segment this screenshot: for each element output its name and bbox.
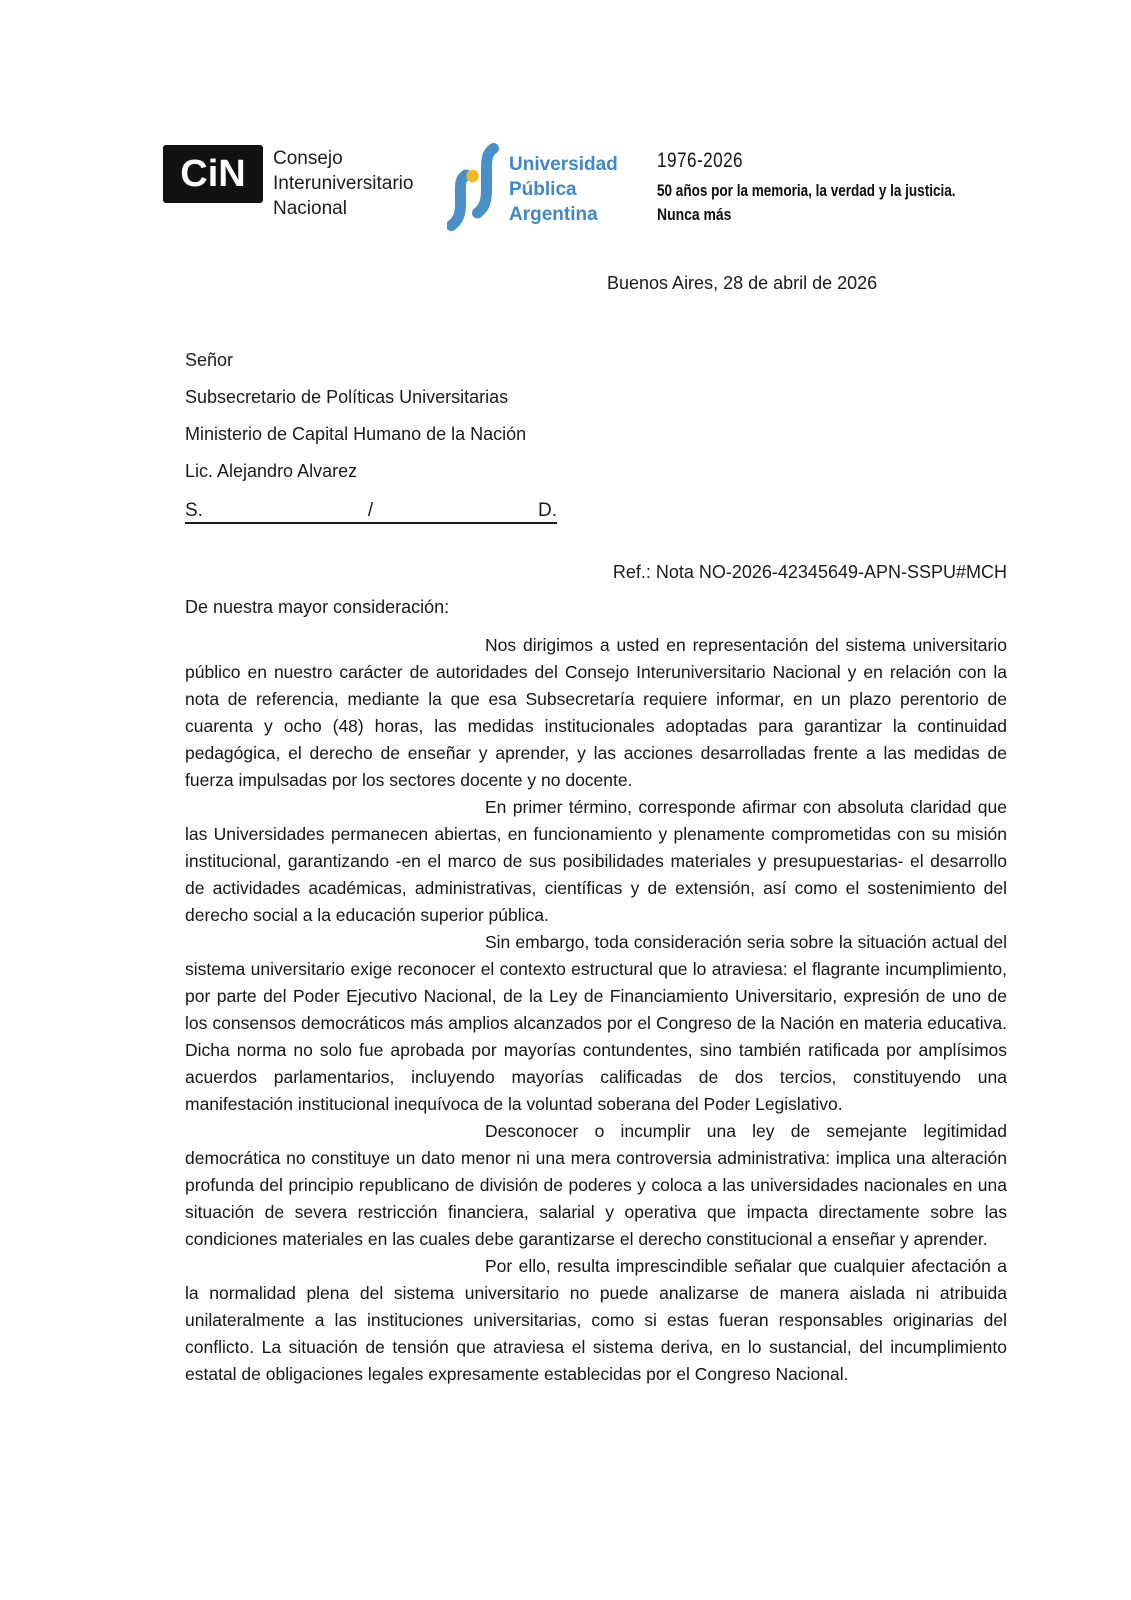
- reference-line: Ref.: Nota NO-2026-42345649-APN-SSPU#MCH: [612, 562, 1007, 582]
- addressee-salutation: Señor: [185, 350, 234, 370]
- cin-label-line: Nacional: [273, 198, 347, 219]
- cin-acronym: CiN: [180, 152, 246, 195]
- upa-label-line: Pública: [509, 179, 577, 200]
- letterhead: [0, 143, 1131, 253]
- memoria-slogan: 50 años por la memoria, la verdad y la justicia.: [657, 182, 956, 200]
- letter-body: [185, 632, 1007, 1388]
- paragraph-1: Nos dirigimos a usted en representación del sistema universitario público en nuestro carácter de autoridades del Consejo Interuniversitario Nacional y en relación con la nota de referencia, mediante la que esa Subsecretaría requiere informar, en un plazo perentorio de cuarenta y ocho (48) horas, las medidas institucionales adoptadas para garantizar la continuidad pedagógica, el derecho de enseñar y aprender, y las acciones desarrolladas frente a las medidas de fuerza impulsadas por los sectores docente y no docente.: [185, 635, 1007, 790]
- upa-logo: [447, 143, 618, 231]
- memoria-block: [657, 149, 1021, 225]
- paragraph-4: Desconocer o incumplir una ley de semejante legitimidad democrática no constituye un dato menor ni una mera controversia administrativa: implica una alteración profunda del principio republicano de división de poderes y coloca a las universidades nacionales en una situación de severa restricción financiera, salarial y operativa que impacta directamente sobre las condiciones materiales en las cuales debe garantizarse el derecho constitucional a enseñar y aprender.: [185, 1121, 1007, 1249]
- addressee-ministry: Ministerio de Capital Humano de la Nación: [185, 424, 527, 444]
- sd-line: [185, 499, 557, 524]
- cin-logo: [163, 145, 413, 221]
- cin-label-line: Consejo: [273, 148, 343, 169]
- addressee-block: [185, 342, 557, 524]
- addressee-name: Lic. Alejandro Alvarez: [185, 461, 358, 481]
- cin-logo-icon: [163, 145, 263, 203]
- memoria-years: 1976-2026: [657, 149, 744, 172]
- paragraph-2: En primer término, corresponde afirmar con absoluta claridad que las Universidades permanecen abiertas, en funcionamiento y plenamente comprometidas con su misión institucional, garantizando -en el marco de sus posibilidades materiales y presupuestarias- el desarrollo de actividades académicas, administrativas, científicas y de extensión, así como el sostenimiento del derecho social a la educación superior pública.: [185, 797, 1007, 925]
- date-line: Buenos Aires, 28 de abril de 2026: [607, 273, 878, 293]
- paragraph-5: Por ello, resulta imprescindible señalar que cualquier afectación a la normalidad plena del sistema universitario no puede analizarse de manera aislada ni atribuida unilateralmente a las instituciones universitarias, como si estas fueran responsables originarias del conflicto. La situación de tensión que atraviesa el sistema deriva, en lo sustancial, del incumplimiento estatal de obligaciones legales expresamente establecidas por el Congreso Nacional.: [185, 1256, 1007, 1384]
- upa-label-line: Universidad: [509, 154, 618, 175]
- upa-label-line: Argentina: [509, 204, 598, 225]
- salutation: De nuestra mayor consideración:: [185, 597, 450, 617]
- memoria-nunca-mas: Nunca más: [657, 205, 732, 224]
- paragraph-3: Sin embargo, toda consideración seria sobre la situación actual del sistema universitario exige reconocer el contexto estructural que lo atraviesa: el flagrante incumplimiento, por parte del Poder Ejecutivo Nacional, de la Ley de Financiamiento Universitario, expresión de uno de los consensos democráticos más amplios alcanzados por el Congreso de la Nación en materia educativa. Dicha norma no solo fue aprobada por mayorías contundentes, sino también ratificada por amplísimos acuerdos parlamentarios, incluyendo mayorías calificadas de dos tercios, constituyendo una manifestación institucional inequívoca de la voluntad soberana del Poder Legislativo.: [185, 932, 1007, 1114]
- sd-d: D.: [537, 500, 557, 521]
- addressee-title: Subsecretario de Políticas Universitarias: [185, 387, 509, 407]
- sd-slash: /: [367, 500, 374, 521]
- upa-flag-icon: [447, 143, 499, 231]
- cin-logo-label: [273, 145, 413, 221]
- upa-logo-label: [509, 143, 618, 231]
- sd-s: S.: [185, 500, 203, 521]
- cin-label-line: Interuniversitario: [273, 173, 414, 194]
